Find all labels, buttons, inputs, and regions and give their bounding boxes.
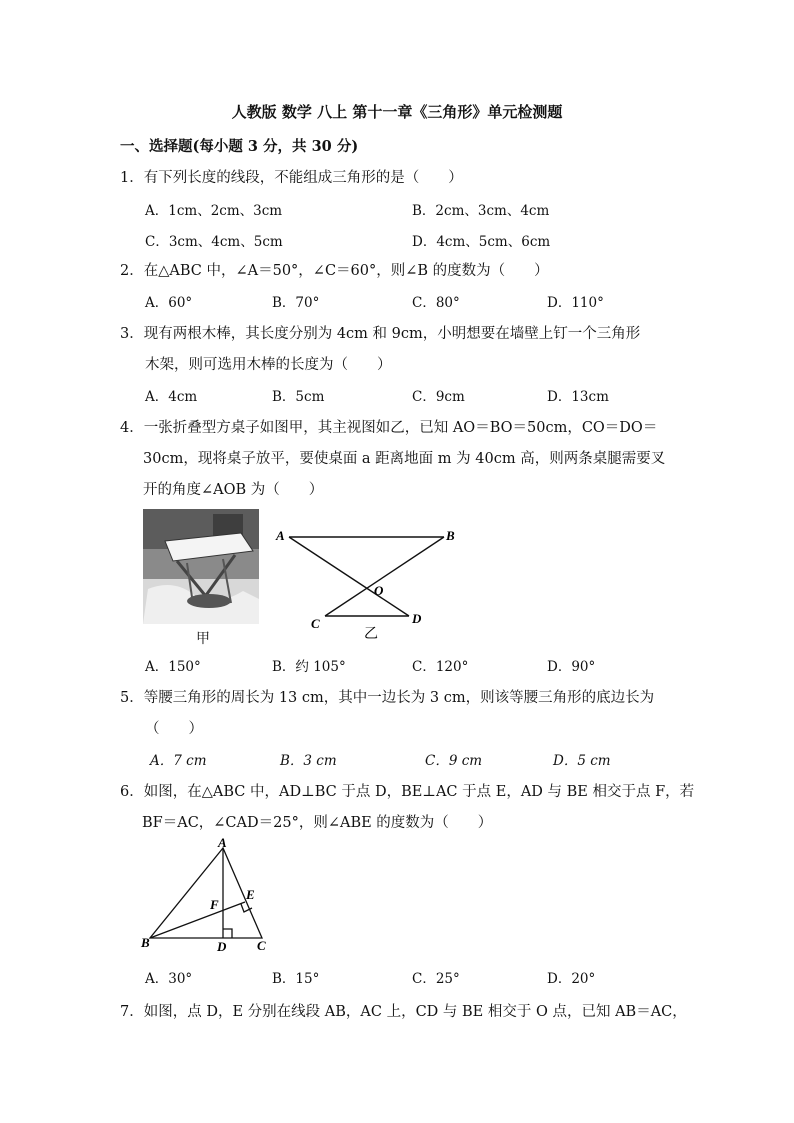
section-heading: 一、选择题(每小题 3 分，共 30 分) <box>120 138 359 155</box>
question-6-stem-line2: BF＝AC，∠CAD＝25°，则∠ABE 的度数为（ ） <box>142 815 493 831</box>
q6-option-a[interactable]: A．30° <box>145 971 193 987</box>
question-6-stem-line1: 6．如图，在△ABC 中，AD⊥BC 于点 D，BE⊥AC 于点 E，AD 与 BE 相交于点 F，若 <box>120 784 695 800</box>
q3-option-c[interactable]: C．9cm <box>412 389 465 405</box>
question-7-stem-line1: 7．如图，点 D，E 分别在线段 AB，AC 上，CD 与 BE 相交于 O 点，已知 AB＝AC， <box>120 1004 687 1020</box>
q3-option-a[interactable]: A．4cm <box>145 389 198 405</box>
q6-point-e: E <box>246 887 255 902</box>
point-label-c: C <box>311 616 320 631</box>
q5-option-a[interactable]: A．7 cm <box>150 753 207 769</box>
q2-option-d[interactable]: D．110° <box>547 295 604 311</box>
photo-label: 甲 <box>196 631 210 647</box>
q4-option-a[interactable]: A．150° <box>145 659 201 675</box>
q3-option-b[interactable]: B．5cm <box>272 389 325 405</box>
q5-option-c[interactable]: C．9 cm <box>425 753 483 769</box>
q4-diagram <box>270 522 470 642</box>
question-4-stem-line2: 30cm，现将桌子放平，要使桌面 a 距离地面 m 为 40cm 高，则两条桌腿需要叉 <box>143 451 666 467</box>
q3-option-d[interactable]: D．13cm <box>547 389 609 405</box>
q5-option-d[interactable]: D．5 cm <box>553 753 611 769</box>
q4-option-c[interactable]: C．120° <box>412 659 469 675</box>
q1-option-c[interactable]: C．3cm、4cm、5cm <box>145 234 283 250</box>
point-label-o: O <box>374 583 384 598</box>
q2-option-a[interactable]: A．60° <box>145 295 193 311</box>
folding-table-photo <box>143 509 259 624</box>
question-5-stem-line1: 5．等腰三角形的周长为 13 cm，其中一边长为 3 cm，则该等腰三角形的底边长为 <box>120 690 655 706</box>
question-3-stem-line2: 木架，则可选用木棒的长度为（ ） <box>145 357 392 373</box>
point-label-d: D <box>412 611 422 626</box>
q6-option-d[interactable]: D．20° <box>547 971 596 987</box>
question-1-stem: 1．有下列长度的线段，不能组成三角形的是（ ） <box>120 170 463 186</box>
q1-option-d[interactable]: D．4cm、5cm、6cm <box>412 234 551 250</box>
q6-point-d: D <box>217 939 227 954</box>
q2-option-b[interactable]: B．70° <box>272 295 320 311</box>
question-5-stem-line2: （ ） <box>145 721 203 737</box>
page-title: 人教版 数学 八上 第十一章《三角形》单元检测题 <box>231 103 563 121</box>
diagram-label: 乙 <box>364 626 378 642</box>
q5-option-b[interactable]: B．3 cm <box>280 753 337 769</box>
q1-option-b[interactable]: B．2cm、3cm、4cm <box>412 203 550 219</box>
point-label-b: B <box>446 528 455 543</box>
q6-point-a: A <box>218 836 227 850</box>
question-2-stem: 2．在△ABC 中，∠A＝50°，∠C＝60°，则∠B 的度数为（ ） <box>120 263 549 279</box>
q6-point-b: B <box>141 935 150 950</box>
question-4-stem-line1: 4．一张折叠型方桌子如图甲，其主视图如乙，已知 AO＝BO＝50cm，CO＝DO＝ <box>120 420 658 436</box>
q6-triangle-diagram <box>138 836 278 956</box>
q4-option-d[interactable]: D．90° <box>547 659 596 675</box>
q6-point-f: F <box>210 897 219 912</box>
q2-option-c[interactable]: C．80° <box>412 295 460 311</box>
q1-option-a[interactable]: A．1cm、2cm、3cm <box>145 203 283 219</box>
q4-option-b[interactable]: B．约 105° <box>272 659 346 675</box>
q6-point-c: C <box>257 938 266 953</box>
question-4-stem-line3: 开的角度∠AOB 为（ ） <box>143 482 324 498</box>
q6-option-c[interactable]: C．25° <box>412 971 460 987</box>
question-3-stem-line1: 3．现有两根木棒，其长度分别为 4cm 和 9cm，小明想要在墙壁上钉一个三角形 <box>120 326 641 342</box>
point-label-a: A <box>276 528 285 543</box>
q6-option-b[interactable]: B．15° <box>272 971 320 987</box>
